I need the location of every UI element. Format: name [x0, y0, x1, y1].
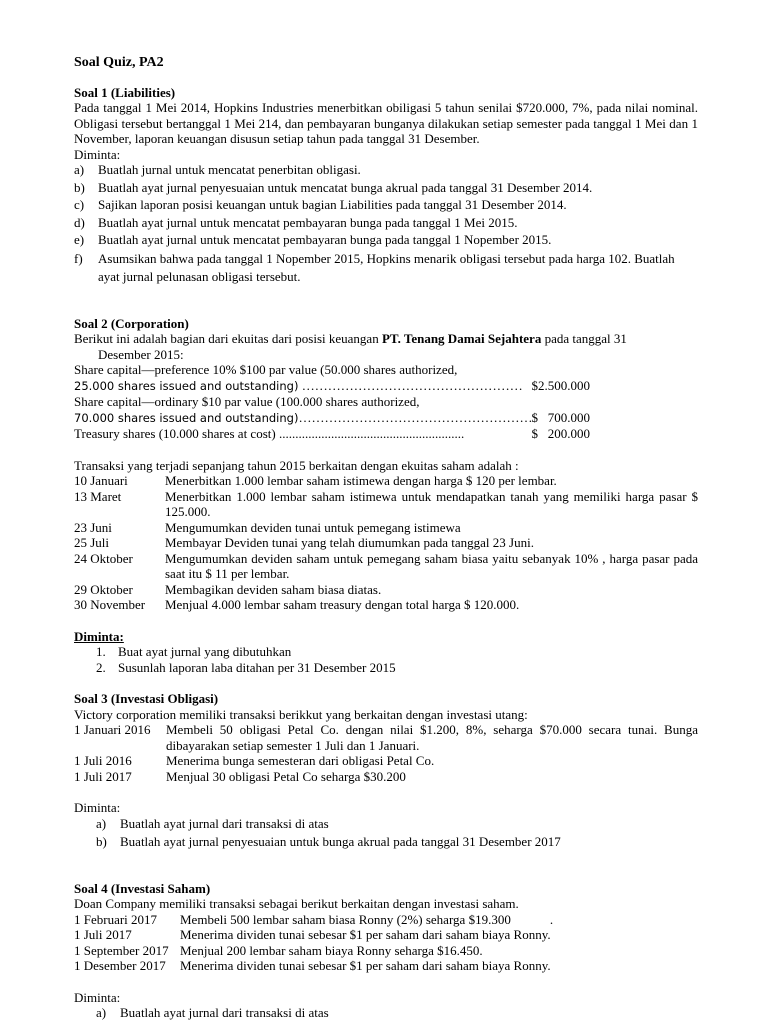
ledger-row-preference: 25.000 shares issued and outstanding) …………………………………………… $2.500.000	[74, 377, 590, 393]
soal3-list	[74, 816, 698, 850]
soal2-diminta: Diminta:	[74, 628, 124, 644]
soal1-diminta: Diminta:	[74, 146, 121, 162]
soal2-intro: Berikut ini adalah bagian dari ekuitas dari posisi keuangan PT. Tenang Damai Sejahtera pada tanggal 31	[74, 331, 627, 346]
soal4-heading: Soal 4 (Investasi Saham)	[74, 880, 211, 896]
transaction-row: 23 Juni Mengumumkan deviden tunai untuk pemegang istimewa	[74, 519, 461, 535]
transaction-row: 13 Maret Menerbitkan 1.000 lembar saham istimewa untuk mendapatkan tanah yang memiliki harga pasar $ 125.000.	[74, 488, 698, 519]
page-title: Soal Quiz, PA2	[74, 55, 164, 70]
transaction-row: 1 Juli 2017 Menjual 30 obligasi Petal Co seharga $30.200	[74, 768, 406, 784]
pref-line1: Share capital—preference 10% $100 par value (50.000 shares authorized,	[74, 362, 458, 377]
company-name: PT. Tenang Damai Sejahtera	[381, 331, 542, 346]
list-item: c) Sajikan laporan posisi keuangan untuk bagian Liabilities pada tanggal 31 Desember 2014.	[74, 197, 567, 212]
soal3-heading: Soal 3 (Investasi Obligasi)	[74, 691, 219, 706]
soal4-list	[74, 1005, 698, 1021]
ledger-row-treasury: Treasury shares (10.000 shares at cost) ......................................................... $ 200.000	[74, 426, 590, 441]
ord-line1: Share capital—ordinary $10 par value (100.000 shares authorized,	[74, 394, 420, 409]
soal3-transactions	[74, 722, 698, 784]
soal2-list	[74, 644, 698, 675]
soal2-heading: Soal 2 (Corporation)	[74, 315, 189, 331]
treasury-value: $ 200.000	[531, 426, 590, 441]
transaction-row: 1 Februari 2017 Membeli 500 lembar saham biasa Ronny (2%) seharga $19.300 .	[74, 911, 554, 927]
list-item: 2. Susunlah laporan laba ditahan per 31 Desember 2015	[96, 659, 396, 675]
transaction-row: 1 Desember 2017 Menerima dividen tunai sebesar $1 per saham dari saham biaya Ronny.	[74, 958, 551, 973]
soal1-body: Pada tanggal 1 Mei 2014, Hopkins Industries menerbitkan obiligasi 5 tahun senilai $720.000, 7%, pada nilai nominal. Obligasi tersebut bertanggal 1 Mei 214, dan pembayaran bunganya dilakukan setiap semester pada tanggal 1 Mei dan 1 November, laporan keuangan disusun setiap tahun pada tanggal 31 Desember.	[74, 100, 698, 146]
soal1-heading: Soal 1 (Liabilities)	[74, 84, 176, 100]
soal2-intro-date: Desember 2015:	[98, 346, 184, 362]
soal4-intro: Doan Company memiliki transaksi sebagai berikut berkaitan dengan investasi saham.	[74, 896, 519, 911]
ledger-row-ordinary: 70.000 shares issued and outstanding)……………………………………………… $ 700.000	[74, 409, 590, 425]
soal4-transactions	[74, 912, 698, 974]
transaction-row: 1 Januari 2016 Membeli 50 obligasi Petal Co. dengan nilai $1.200, 8%, seharga $70.000 secara tunai. Bunga dibayarakan setiap semester 1 Juli dan 1 Januari.	[74, 722, 698, 753]
transaction-row: 1 Juli 2017 Menerima dividen tunai sebesar $1 per saham dari saham biaya Ronny.	[74, 927, 551, 942]
list-item: b) Buatlah ayat jurnal penyesuaian untuk bunga akrual pada tanggal 31 Desember 2017	[96, 834, 561, 849]
soal2-trans-intro: Transaksi yang terjadi sepanjang tahun 2015 berkaitan dengan ekuitas saham adalah :	[74, 457, 519, 473]
soal4-diminta: Diminta:	[74, 989, 121, 1005]
list-item: a) Buatlah ayat jurnal dari transaksi di atas	[96, 815, 329, 831]
list-item: a) Buatlah jurnal untuk mencatat penerbitan obligasi.	[74, 162, 361, 177]
list-item: e) Buatlah ayat jurnal untuk mencatat pembayaran bunga pada tanggal 1 Nopember 2015.	[74, 232, 552, 247]
transaction-row: 10 Januari Menerbitkan 1.000 lembar saham istimewa dengan harga $ 120 per lembar.	[74, 473, 557, 488]
transaction-row: 1 Juli 2016 Menerima bunga semesteran dari obligasi Petal Co.	[74, 753, 435, 768]
soal1-list	[74, 162, 698, 286]
list-item: 1. Buat ayat jurnal yang dibutuhkan	[96, 644, 292, 659]
transaction-row: 29 Oktober Membagikan deviden saham biasa diatas.	[74, 581, 382, 597]
list-item: b) Buatlah ayat jurnal penyesuaian untuk mencatat bunga akrual pada tanggal 31 Desember 2014.	[74, 179, 593, 195]
ord-value: $ 700.000	[531, 409, 590, 425]
soal3-intro: Victory corporation memiliki transaksi berikkut yang berkaitan dengan investasi utang:	[74, 706, 528, 722]
soal3-section	[74, 691, 698, 850]
list-item: f) Asumsikan bahwa pada tanggal 1 Nopember 2015, Hopkins menarik obligasi tersebut pada harga 102. Buatlah ayat jurnal pelunasan obligasi tersebut.	[74, 250, 675, 284]
soal2-section	[74, 316, 698, 676]
transaction-row: 24 Oktober Mengumumkan deviden saham untuk pemegang saham biasa yaitu sebanyak 10% , harga pasar pada saat itu $ 11 per lembar.	[74, 550, 698, 581]
soal3-diminta: Diminta:	[74, 800, 121, 815]
transaction-row: 30 November Menjual 4.000 lembar saham treasury dengan total harga $ 120.000.	[74, 597, 520, 612]
soal4-section	[74, 881, 698, 1021]
list-item: a) Buatlah ayat jurnal dari transaksi di atas	[96, 1005, 329, 1020]
list-item: d) Buatlah ayat jurnal untuk mencatat pembayaran bunga pada tanggal 1 Mei 2015.	[74, 214, 518, 230]
transaction-row: 1 September 2017 Menjual 200 lembar saham biaya Ronny seharga $16.450.	[74, 942, 483, 958]
soal1-section	[74, 85, 698, 286]
soal2-transactions	[74, 473, 698, 613]
transaction-row: 25 Juli Membayar Deviden tunai yang telah diumumkan pada tanggal 23 Juni.	[74, 535, 534, 550]
pref-value: $2.500.000	[531, 377, 590, 393]
